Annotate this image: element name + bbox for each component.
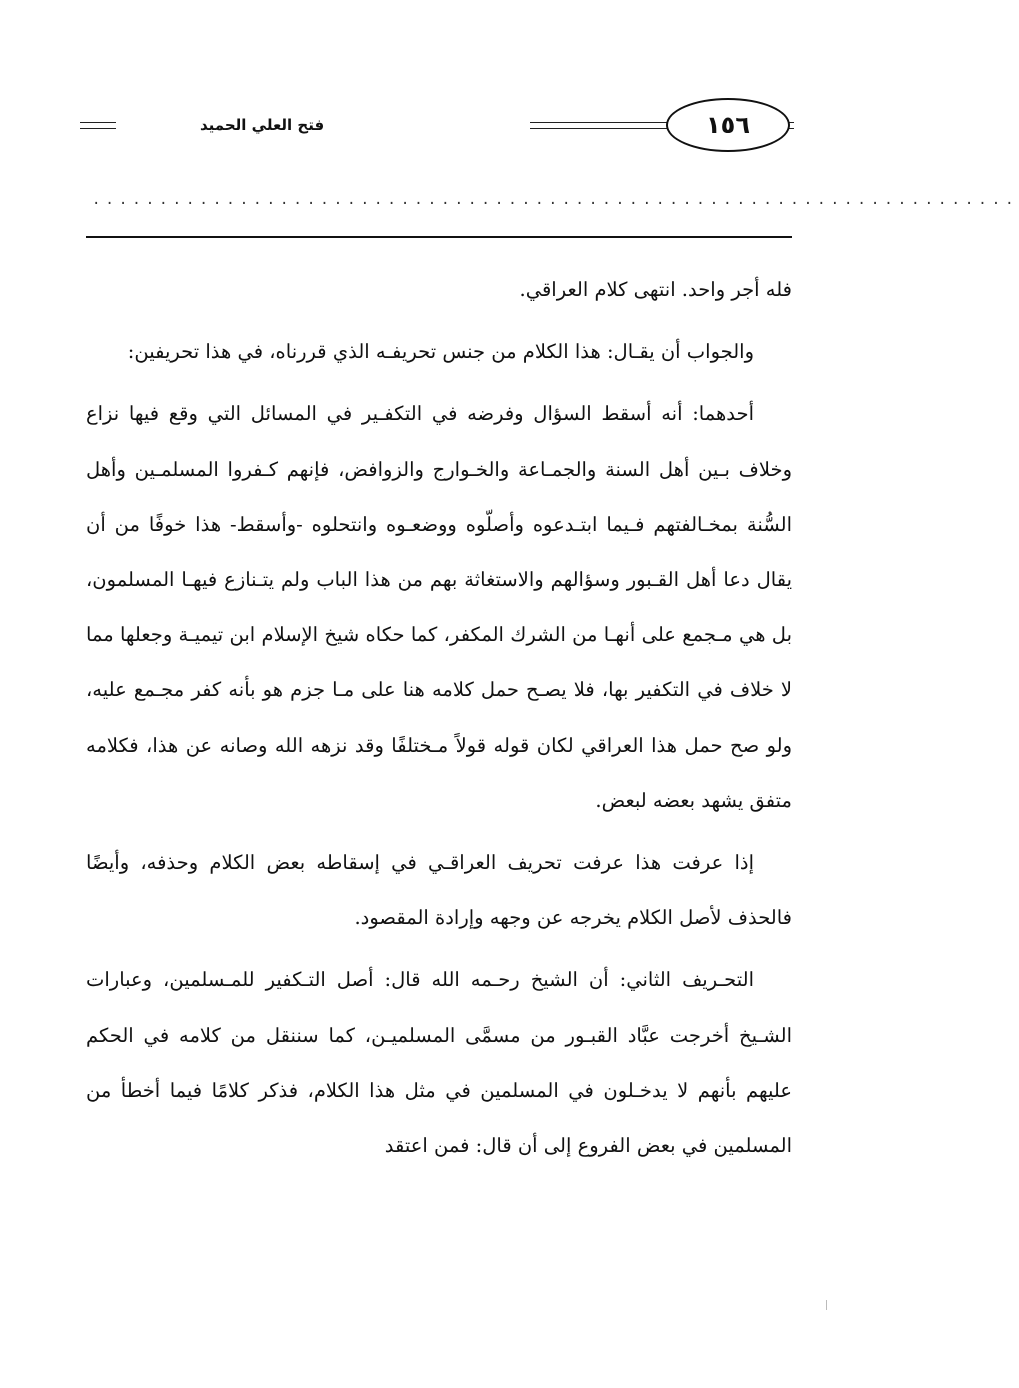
header-separator-line	[86, 236, 792, 238]
paragraph-4: إذا عرفت هذا عرفت تحريف العراقـي في إسقاطه بعض الكلام وحذفه، وأيضًا فالحذف لأصل الكلام يخرجه عن وجهه وإرادة المقصود.	[86, 851, 792, 930]
book-title: فتح العلي الحميد	[200, 116, 325, 134]
scan-artifact	[826, 1300, 827, 1310]
page-header	[80, 98, 794, 154]
title-rule-bottom	[80, 128, 116, 129]
page-number: ١٥٦	[666, 98, 790, 152]
title-rule-top	[80, 122, 116, 123]
page-number-rule-left-bottom	[530, 128, 668, 129]
dotted-divider: .....................................................................	[92, 192, 1019, 208]
page-number-rule-left-top	[530, 122, 668, 123]
page-body	[86, 262, 792, 1173]
paragraph-3: أحدهما: أنه أسقط السؤال وفرضه في التكفـير في المسائل التي وقع فيها نزاع وخلاف بـين أهل السنة والجمـاعة والخـوارج والزوافض، فإنهم كـفروا المسلمـين وأهل السُّنة بمخـالفتهم فـيما ابتـدعوه وأصلّوه ووضعـوه وانتحلوه -وأسقط- هذا خوفًا من أن يقال دعا أهل القـبور وسؤالهم والاستغاثة بهم من هذا الباب ولم يتـنازع فيهـا المسلمون، بل هي مـجمع على أنهـا من الشرك المكفر، كما حكاه شيخ الإسلام ابن تيميـة وجعلها مما لا خلاف في التكفير بها، فلا يصـح حمل كلامه هنا على مـا جزم هو بأنه كفر مجـمع عليه، ولو صح حمل هذا العراقي لكان قوله قولاً مـختلفًا وقد نزهه الله وصانه عن هذا، فكلامه متفق يشهد بعضه لبعض.	[86, 402, 792, 812]
paragraph-1: فله أجر واحد. انتهى كلام العراقي.	[519, 278, 792, 301]
paragraph-2: والجواب أن يقـال: هذا الكلام من جنس تحريفـه الذي قررناه، في هذا تحريفين:	[127, 340, 754, 364]
paragraph-5: التحـريف الثاني: أن الشيخ رحـمه الله قال: أصل التـكفير للمـسلمين، وعبارات الشـيخ أخرجت عبَّاد القبـور من مسمَّى المسلميـن، كما سننقل من كلامه في الحكم عليهم بأنهم لا يدخـلون في المسلمين في مثل هذا الكلام، فذكر كلامًا فيما أخطأ من المسلمين في بعض الفروع إلى أن قال: فمن اعتقد	[86, 968, 792, 1158]
